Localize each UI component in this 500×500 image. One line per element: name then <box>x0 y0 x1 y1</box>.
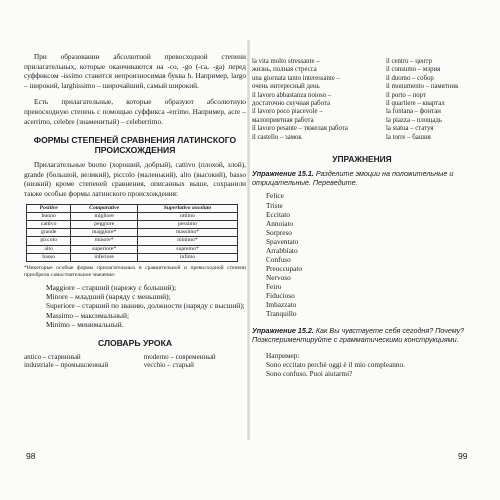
list-item: Fiducioso <box>266 290 295 300</box>
paragraph-errimo: Есть прилагательные, которые образуют абсолютную превосходную степень с помощью суффикса -errimo. Например, acre – acerrimo, celebre (знаменитый) – celeberrimo. <box>24 97 246 126</box>
exercise-label: Упражнение 15.2. <box>252 326 314 336</box>
paragraph-latin-forms: Прилагательные buono (хороший, добрый), cattivo (плохой, злой), grande (большой, великий), piccolo (маленький), alto (высокий), basso (низкий) кроме степеней сравнения, описанных выше, сохранили также особые формы латинского происхождения: <box>24 160 246 198</box>
table-row <box>27 220 238 228</box>
vocab-entry: il lavoro poco piacevole – <box>252 108 323 116</box>
exercise-15-1-instruction <box>252 169 472 187</box>
vocab-entry: la vita molto stressante – <box>252 58 320 65</box>
table-cell: supremo* <box>137 245 237 253</box>
page-number-right: 99 <box>458 451 468 461</box>
exercise-text: Как Вы чувствуете себя сегодня? Почему? Поэкспериментируйте с грамматическими конструкциями. <box>252 326 465 345</box>
list-item: Preoccupato <box>266 263 303 273</box>
table-row <box>27 245 238 253</box>
vocab-entry: il duomo – собор <box>386 74 434 82</box>
emotion-word-list <box>252 191 472 318</box>
vocab-columns <box>252 58 472 142</box>
list-item: Feiro <box>266 281 282 291</box>
table-footnote: *Некоторые особые формы прилагательных в сравнительной и превосходной степени приобрели самостоятельное значение: <box>24 264 246 278</box>
exercise-label: Упражнение 15.1. <box>252 169 314 179</box>
table-cell: peggiore <box>71 220 138 228</box>
table-cell: ottimo <box>137 212 237 220</box>
vocab-entry: очень интересный день <box>252 83 320 91</box>
list-item: Confuso <box>266 254 291 264</box>
list-item: Triste <box>266 200 283 210</box>
list-item: Felice <box>266 191 284 201</box>
vocab-entry: il lavoro abbastanza noioso – <box>252 91 332 99</box>
table-cell: buono <box>27 212 71 220</box>
section-heading-latin-forms: ФОРМЫ СТЕПЕНЕЙ СРАВНЕНИЯ ЛАТИНСКОГО ПРОИСХОЖДЕНИЯ <box>33 135 237 156</box>
left-page <box>24 52 246 432</box>
table-row <box>27 253 238 261</box>
table-cell: massimo* <box>137 229 237 237</box>
table-header-superlative: Superlativo assoluto <box>137 204 237 212</box>
table-row <box>27 229 238 237</box>
table-header-row <box>27 204 238 212</box>
table-cell: piccolo <box>27 237 71 245</box>
example-sentence: Sono confuso. Puoi aiutarmi? <box>266 368 353 378</box>
table-header-positive: Positive <box>27 204 71 212</box>
table-cell: migliore <box>71 212 138 220</box>
vocab-entry: малоприятная работа <box>252 116 314 124</box>
exercises-heading: УПРАЖНЕНИЯ <box>332 154 392 165</box>
vocab-entry: il castello – замок <box>252 133 302 141</box>
list-item: Sorpreso <box>266 227 292 237</box>
list-item: Minimo – минимальный. <box>46 320 124 330</box>
vocab-entry: la piazza – площадь <box>386 116 442 124</box>
list-item: Nervoso <box>266 272 291 282</box>
list-item: Massimo – максимальный; <box>46 310 129 320</box>
vocab-entry: жизнь, полная стресса <box>252 66 317 74</box>
comparison-table <box>26 204 238 262</box>
list-item: Eccitato <box>266 209 290 219</box>
list-item: Superiore – старший по званию, должности (наряду с высший); <box>46 301 245 311</box>
example-label: Например: <box>266 350 300 360</box>
vocab-entry: il lavoro pesante – тяжелая работа <box>252 125 348 133</box>
list-item: Arrabbiato <box>266 245 298 255</box>
table-cell: grande <box>27 229 71 237</box>
vocab-table <box>24 353 246 371</box>
table-cell: minore* <box>71 237 138 245</box>
table-cell: minimo* <box>137 237 237 245</box>
vocab-entry: il monumento – памятник <box>386 83 459 91</box>
vocab-entry: vecchio – старый <box>143 361 194 370</box>
table-row <box>27 212 238 220</box>
vocab-entry: il consumo – мэрия <box>386 66 441 74</box>
list-item: Maggiore – старший (нарежу с больший); <box>46 282 177 292</box>
right-page <box>252 58 472 438</box>
table-header-comparative: Comparative <box>71 204 138 212</box>
vocab-entry: il quartiere – квартал <box>386 100 445 108</box>
table-row <box>24 361 246 370</box>
table-cell: maggiore* <box>71 229 138 237</box>
paragraph-superlative-h: При образовании абсолютной превосходной степени прилагательных, которые оканчиваются на -co, -go (-ca, -ga) перед суффиксом -issimo ставится непроизносимая буква h. Например, largo – широкий, larghissimo – широчайший, самый широкий. <box>24 52 246 90</box>
vocab-entry: la torre – башня <box>386 133 431 141</box>
table-cell: alto <box>27 245 71 253</box>
table-cell: pessimo <box>137 220 237 228</box>
vocab-column-phrases <box>252 58 382 142</box>
vocab-entry: la fontana – фонтан <box>386 108 441 116</box>
list-item: Annoiato <box>266 218 294 228</box>
example-sentence: Sono eccitato perchè oggi è il mio compleanno. <box>266 359 406 369</box>
list-item: Spaventato <box>266 236 299 246</box>
page-number-left: 98 <box>26 451 36 461</box>
list-item: Imbazzato <box>266 300 297 310</box>
table-row <box>27 237 238 245</box>
vocab-entry: il centro – центр <box>386 58 432 65</box>
list-item: Tranquillo <box>266 309 297 319</box>
table-cell: infimo <box>137 253 237 261</box>
special-meanings-list <box>24 283 246 330</box>
vocab-entry: una giornata tanto interessante – <box>252 74 340 82</box>
exercise-15-2-instruction <box>252 326 472 344</box>
table-cell: superiore* <box>71 245 138 253</box>
exercise-text: Разделите эмоции на положительные и отрицательные. Переведите. <box>252 169 454 188</box>
vocab-entry: industriale – промышленный <box>24 361 109 370</box>
table-cell: inferiore <box>71 253 138 261</box>
vocab-entry: достаточно скучная работа <box>252 100 330 108</box>
list-item: Minore – младший (наряду с меньший); <box>46 291 171 301</box>
vocab-heading: СЛОВАРЬ УРОКА <box>97 337 173 348</box>
book-gutter <box>247 40 250 440</box>
table-row <box>24 353 246 362</box>
vocab-entry: antico – старинный <box>24 352 81 361</box>
table-cell: basso <box>27 253 71 261</box>
vocab-entry: moderno – современный <box>143 352 216 361</box>
vocab-entry: il porto – порт <box>386 91 426 99</box>
vocab-column-places <box>386 58 472 142</box>
table-cell: cattivo <box>27 220 71 228</box>
vocab-entry: la statua – статуя <box>386 125 434 133</box>
